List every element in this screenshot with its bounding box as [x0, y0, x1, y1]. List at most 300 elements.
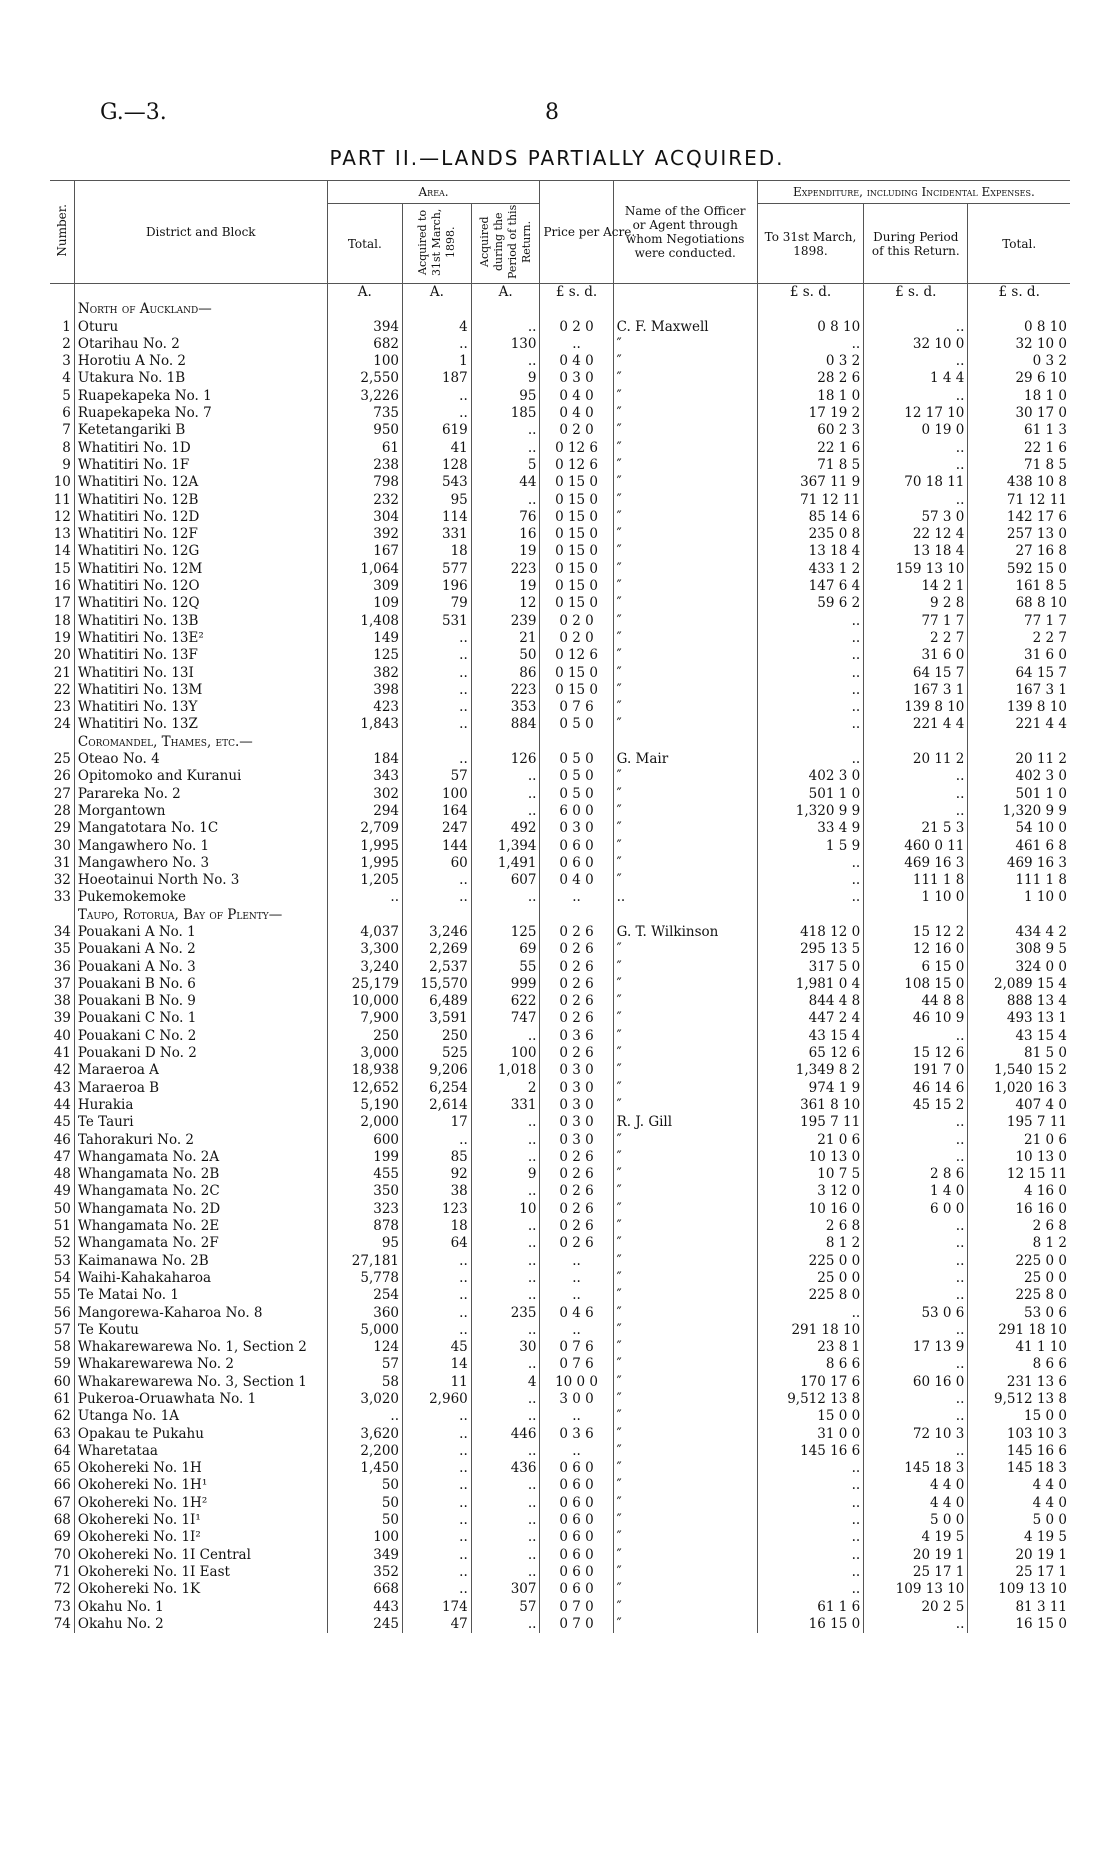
exp-to-march: ..: [757, 1564, 863, 1581]
exp-during: 31 6 0: [864, 647, 968, 664]
area-to-march: 577: [403, 561, 472, 578]
row-number: 17: [50, 595, 74, 612]
row-number: 64: [50, 1443, 74, 1460]
area-total: 2,709: [327, 820, 402, 837]
area-during: ..: [471, 889, 540, 906]
block-name: Whangamata No. 2B: [74, 1166, 327, 1183]
exp-during: 2 8 6: [864, 1166, 968, 1183]
price-per-acre: ..: [540, 889, 613, 906]
unit-acres: A.: [471, 284, 540, 302]
area-during: 100: [471, 1045, 540, 1062]
row-number: 21: [50, 665, 74, 682]
table-row: [50, 526, 1070, 543]
table-row: [50, 1183, 1070, 1200]
exp-total: 434 4 2: [1015, 923, 1067, 940]
price-per-acre: 0 4 0: [540, 405, 613, 422]
officer-name: ″: [613, 1599, 757, 1616]
row-number: 7: [50, 422, 74, 439]
row-number: 27: [50, 786, 74, 803]
exp-total: 30 17 0: [1015, 405, 1067, 422]
exp-to-march: 295 13 5: [757, 941, 863, 958]
exp-to-march: 25 0 0: [757, 1270, 863, 1287]
section-heading-row: [50, 907, 1070, 924]
row-number: 16: [50, 578, 74, 595]
block-name: Pouakani D No. 2: [74, 1045, 327, 1062]
area-during: 50: [471, 647, 540, 664]
price-per-acre: 0 6 0: [540, 1495, 613, 1512]
row-number: 32: [50, 872, 74, 889]
exp-to-march: ..: [757, 1581, 863, 1598]
area-to-march: 174: [403, 1599, 472, 1616]
block-name: Maraeroa A: [74, 1062, 327, 1079]
price-per-acre: 0 6 0: [540, 1581, 613, 1598]
exp-total: 145 16 6: [1006, 1442, 1067, 1459]
exp-to-march: ..: [757, 1460, 863, 1477]
exp-during: 77 1 7: [864, 613, 968, 630]
exp-during: ..: [864, 1149, 968, 1166]
block-name: Whangamata No. 2D: [74, 1201, 327, 1218]
exp-during: ..: [864, 440, 968, 457]
area-during: ..: [471, 1564, 540, 1581]
exp-total: 53 0 6: [1024, 1304, 1067, 1321]
area-to-march: ..: [403, 647, 472, 664]
block-name: Whatitiri No. 13Z: [74, 716, 327, 733]
area-to-march: 114: [403, 509, 472, 526]
row-number: 36: [50, 959, 74, 976]
row-number: 72: [50, 1581, 74, 1598]
unit-acres: A.: [327, 284, 402, 302]
officer-name: ″: [613, 1132, 757, 1149]
area-total: 878: [327, 1218, 402, 1235]
area-during: ..: [471, 768, 540, 785]
price-per-acre: 0 3 0: [540, 370, 613, 387]
area-during: 44: [471, 474, 540, 491]
exp-to-march: 21 0 6: [757, 1132, 863, 1149]
price-per-acre: 0 2 6: [540, 1218, 613, 1235]
price-per-acre: 0 6 0: [540, 1477, 613, 1494]
block-name: Wharetataa: [74, 1443, 327, 1460]
area-to-march: ..: [403, 1512, 472, 1529]
officer-name: ″: [613, 1426, 757, 1443]
price-per-acre: 0 6 0: [540, 855, 613, 872]
table-row: [50, 803, 1070, 820]
price-per-acre: 0 15 0: [540, 595, 613, 612]
row-number: 25: [50, 751, 74, 768]
table-row: [50, 353, 1070, 370]
area-during: 185: [471, 405, 540, 422]
officer-name: ″: [613, 474, 757, 491]
price-per-acre: 0 3 0: [540, 1062, 613, 1079]
table-row: [50, 820, 1070, 837]
area-total: 1,843: [327, 716, 402, 733]
exp-total: 1,020 16 3: [994, 1079, 1067, 1096]
area-to-march: 6,254: [403, 1080, 472, 1097]
area-total: 50: [327, 1477, 402, 1494]
area-to-march: ..: [403, 1253, 472, 1270]
area-to-march: 45: [403, 1339, 472, 1356]
area-during: 223: [471, 561, 540, 578]
area-during: ..: [471, 1132, 540, 1149]
exp-during: 12 17 10: [864, 405, 968, 422]
area-total: 3,020: [327, 1391, 402, 1408]
officer-name: ″: [613, 959, 757, 976]
table-row: [50, 561, 1070, 578]
col-price: Price per Acre.: [540, 181, 613, 284]
exp-total: 4 16 0: [1024, 1183, 1067, 1200]
table-row: [50, 578, 1070, 595]
area-during: 16: [471, 526, 540, 543]
area-to-march: ..: [403, 1426, 472, 1443]
price-per-acre: 0 12 6: [540, 457, 613, 474]
exp-to-march: ..: [757, 1477, 863, 1494]
area-total: 10,000: [327, 993, 402, 1010]
exp-during: 191 7 0: [864, 1062, 968, 1079]
price-per-acre: 0 2 6: [540, 941, 613, 958]
table-row: [50, 1408, 1070, 1425]
exp-total: 308 9 5: [1015, 941, 1067, 958]
area-during: ..: [471, 1028, 540, 1045]
col-number: Number.: [54, 204, 69, 257]
exp-to-march: 145 16 6: [757, 1443, 863, 1460]
area-during: ..: [471, 422, 540, 439]
area-to-march: 123: [403, 1201, 472, 1218]
exp-to-march: ..: [757, 872, 863, 889]
officer-name: ″: [613, 1391, 757, 1408]
exp-total: 31 6 0: [1024, 647, 1067, 664]
table-row: [50, 1339, 1070, 1356]
area-during: 76: [471, 509, 540, 526]
row-number: 12: [50, 509, 74, 526]
area-during: ..: [471, 440, 540, 457]
officer-name: ″: [613, 1218, 757, 1235]
area-total: 12,652: [327, 1080, 402, 1097]
block-name: Pouakani A No. 2: [74, 941, 327, 958]
exp-during: ..: [864, 786, 968, 803]
row-number: 18: [50, 613, 74, 630]
officer-name: ″: [613, 768, 757, 785]
section-title: Coromandel, Thames, etc.—: [74, 734, 327, 751]
block-name: Whatitiri No. 12Q: [74, 595, 327, 612]
exp-during: 25 17 1: [864, 1564, 968, 1581]
price-per-acre: 0 7 0: [540, 1599, 613, 1616]
price-per-acre: 0 3 0: [540, 1080, 613, 1097]
exp-total: 461 6 8: [1015, 837, 1067, 854]
exp-total: 29 6 10: [1015, 370, 1067, 387]
row-number: 54: [50, 1270, 74, 1287]
area-total: 950: [327, 422, 402, 439]
officer-name: ″: [613, 1253, 757, 1270]
area-to-march: 18: [403, 543, 472, 560]
table-row: [50, 924, 1070, 941]
exp-during: 159 13 10: [864, 561, 968, 578]
area-to-march: ..: [403, 682, 472, 699]
exp-total: 111 1 8: [1015, 872, 1067, 889]
area-during: 19: [471, 543, 540, 560]
exp-during: ..: [864, 1270, 968, 1287]
officer-name: ″: [613, 1616, 757, 1633]
area-total: 323: [327, 1201, 402, 1218]
exp-to-march: 10 7 5: [757, 1166, 863, 1183]
price-per-acre: 0 6 0: [540, 1564, 613, 1581]
area-to-march: 196: [403, 578, 472, 595]
exp-to-march: ..: [757, 682, 863, 699]
block-name: Pouakani B No. 6: [74, 976, 327, 993]
block-name: Okohereki No. 1I²: [74, 1529, 327, 1546]
area-total: 443: [327, 1599, 402, 1616]
price-per-acre: ..: [540, 1253, 613, 1270]
area-to-march: ..: [403, 1460, 472, 1477]
exp-total: 888 13 4: [1006, 993, 1067, 1010]
exp-during: ..: [864, 1028, 968, 1045]
block-name: Utakura No. 1B: [74, 370, 327, 387]
table-row: [50, 1322, 1070, 1339]
area-total: 58: [327, 1374, 402, 1391]
area-during: 21: [471, 630, 540, 647]
table-row: [50, 1616, 1070, 1633]
exp-to-march: 8 6 6: [757, 1356, 863, 1373]
row-number: 20: [50, 647, 74, 664]
area-to-march: ..: [403, 665, 472, 682]
section-title: Taupo, Rotorua, Bay of Plenty—: [74, 907, 327, 924]
exp-total: 20 11 2: [1015, 751, 1067, 768]
exp-to-march: ..: [757, 647, 863, 664]
exp-to-march: 59 6 2: [757, 595, 863, 612]
unit-acres: A.: [403, 284, 472, 302]
row-number: 46: [50, 1132, 74, 1149]
exp-during: ..: [864, 1218, 968, 1235]
area-total: 349: [327, 1547, 402, 1564]
exp-to-march: 225 8 0: [757, 1287, 863, 1304]
exp-during: 20 11 2: [864, 751, 968, 768]
area-to-march: 3,246: [403, 924, 472, 941]
price-per-acre: 0 15 0: [540, 474, 613, 491]
officer-name: ″: [613, 941, 757, 958]
block-name: Okahu No. 2: [74, 1616, 327, 1633]
area-total: 5,190: [327, 1097, 402, 1114]
area-to-march: 543: [403, 474, 472, 491]
table-row: [50, 1114, 1070, 1131]
price-per-acre: 0 7 0: [540, 1616, 613, 1633]
area-during: 86: [471, 665, 540, 682]
price-per-acre: 0 6 0: [540, 1529, 613, 1546]
block-name: Whatitiri No. 12B: [74, 492, 327, 509]
area-to-march: ..: [403, 1564, 472, 1581]
area-during: 5: [471, 457, 540, 474]
exp-during: 4 19 5: [864, 1529, 968, 1546]
block-name: Oturu: [74, 319, 327, 336]
table-row: [50, 699, 1070, 716]
price-per-acre: 0 7 6: [540, 1356, 613, 1373]
exp-total: 25 0 0: [1024, 1269, 1067, 1286]
area-to-march: 85: [403, 1149, 472, 1166]
area-total: 250: [327, 1028, 402, 1045]
exp-total: 15 0 0: [1024, 1408, 1067, 1425]
exp-to-march: 3 12 0: [757, 1183, 863, 1200]
officer-name: ″: [613, 1460, 757, 1477]
table-row: [50, 336, 1070, 353]
exp-total: 61 1 3: [1024, 422, 1067, 439]
area-during: ..: [471, 1218, 540, 1235]
table-row: [50, 1426, 1070, 1443]
block-name: Pouakani B No. 9: [74, 993, 327, 1010]
price-per-acre: 0 3 0: [540, 1132, 613, 1149]
table-row: [50, 1581, 1070, 1598]
exp-to-march: 225 0 0: [757, 1253, 863, 1270]
block-name: Whatitiri No. 12G: [74, 543, 327, 560]
area-during: 2: [471, 1080, 540, 1097]
area-during: 10: [471, 1201, 540, 1218]
row-number: 62: [50, 1408, 74, 1425]
officer-name: ″: [613, 1045, 757, 1062]
exp-total: 592 15 0: [1006, 560, 1067, 577]
area-during: ..: [471, 1408, 540, 1425]
area-to-march: ..: [403, 716, 472, 733]
exp-total: 161 8 5: [1015, 578, 1067, 595]
row-number: 59: [50, 1356, 74, 1373]
col-area-to-march: Acquired to 31st March, 1898.: [415, 208, 457, 276]
block-name: Ruapekapeka No. 1: [74, 388, 327, 405]
exp-total: 109 13 10: [998, 1581, 1067, 1598]
area-during: ..: [471, 1391, 540, 1408]
exp-to-march: 18 1 0: [757, 388, 863, 405]
row-number: 2: [50, 336, 74, 353]
area-to-march: 47: [403, 1616, 472, 1633]
block-name: Opitomoko and Kuranui: [74, 768, 327, 785]
exp-during: 4 4 0: [864, 1477, 968, 1494]
area-total: 184: [327, 751, 402, 768]
block-name: Tahorakuri No. 2: [74, 1132, 327, 1149]
table-row: [50, 1080, 1070, 1097]
exp-to-march: 1 5 9: [757, 838, 863, 855]
area-total: 18,938: [327, 1062, 402, 1079]
exp-during: ..: [864, 353, 968, 370]
exp-to-march: 15 0 0: [757, 1408, 863, 1425]
exp-during: 1 4 4: [864, 370, 968, 387]
area-to-march: 100: [403, 786, 472, 803]
area-total: 304: [327, 509, 402, 526]
area-during: 125: [471, 924, 540, 941]
exp-to-march: 17 19 2: [757, 405, 863, 422]
table-row: [50, 855, 1070, 872]
row-number: 6: [50, 405, 74, 422]
price-per-acre: 0 2 6: [540, 1149, 613, 1166]
officer-name: ″: [613, 647, 757, 664]
area-to-march: ..: [403, 872, 472, 889]
table-row: [50, 630, 1070, 647]
price-per-acre: 0 15 0: [540, 543, 613, 560]
exp-during: 20 19 1: [864, 1547, 968, 1564]
exp-total: 0 3 2: [1032, 353, 1067, 370]
area-during: ..: [471, 1547, 540, 1564]
exp-during: 44 8 8: [864, 993, 968, 1010]
area-to-march: ..: [403, 336, 472, 353]
area-total: 149: [327, 630, 402, 647]
price-per-acre: 0 2 0: [540, 613, 613, 630]
area-to-march: ..: [403, 1287, 472, 1304]
exp-to-march: 28 2 6: [757, 370, 863, 387]
price-per-acre: ..: [540, 336, 613, 353]
row-number: 1: [50, 319, 74, 336]
area-to-march: 619: [403, 422, 472, 439]
officer-name: ″: [613, 855, 757, 872]
table-row: [50, 319, 1070, 336]
exp-total: 402 3 0: [1015, 768, 1067, 785]
col-area: Area.: [327, 181, 540, 204]
block-name: Whatitiri No. 1F: [74, 457, 327, 474]
exp-total: 103 10 3: [1006, 1425, 1067, 1442]
col-officer: Name of the Officer or Agent through whom Negotiations were conducted.: [613, 181, 757, 284]
area-during: 235: [471, 1305, 540, 1322]
exp-during: 12 16 0: [864, 941, 968, 958]
area-to-march: 2,960: [403, 1391, 472, 1408]
exp-total: 22 1 6: [1024, 439, 1067, 456]
price-per-acre: 0 7 6: [540, 1339, 613, 1356]
exp-during: ..: [864, 1235, 968, 1252]
table-row: [50, 1028, 1070, 1045]
exp-total: 71 12 11: [1006, 491, 1067, 508]
area-during: ..: [471, 1529, 540, 1546]
exp-total: 81 3 11: [1015, 1598, 1067, 1615]
table-row: [50, 492, 1070, 509]
exp-to-march: 2 6 8: [757, 1218, 863, 1235]
exp-total: 21 0 6: [1024, 1131, 1067, 1148]
table-row: [50, 716, 1070, 733]
price-per-acre: 0 7 6: [540, 699, 613, 716]
price-per-acre: 0 4 0: [540, 353, 613, 370]
officer-name: ″: [613, 1166, 757, 1183]
area-to-march: 95: [403, 492, 472, 509]
officer-name: ″: [613, 1356, 757, 1373]
officer-name: ″: [613, 838, 757, 855]
price-per-acre: 0 3 0: [540, 1114, 613, 1131]
exp-to-march: 235 0 8: [757, 526, 863, 543]
area-total: 3,240: [327, 959, 402, 976]
exp-to-march: 447 2 4: [757, 1010, 863, 1027]
officer-name: ″: [613, 336, 757, 353]
area-to-march: ..: [403, 699, 472, 716]
exp-to-march: ..: [757, 1305, 863, 1322]
block-name: Pukeroa-Oruawhata No. 1: [74, 1391, 327, 1408]
officer-name: ″: [613, 803, 757, 820]
exp-to-march: ..: [757, 889, 863, 906]
table-row: [50, 1391, 1070, 1408]
price-per-acre: 0 2 0: [540, 630, 613, 647]
exp-to-march: 361 8 10: [757, 1097, 863, 1114]
block-name: Whatitiri No. 12O: [74, 578, 327, 595]
table-row: [50, 751, 1070, 768]
exp-to-march: 22 1 6: [757, 440, 863, 457]
officer-name: ″: [613, 405, 757, 422]
officer-name: ″: [613, 613, 757, 630]
exp-during: 64 15 7: [864, 665, 968, 682]
officer-name: ″: [613, 1581, 757, 1598]
exp-total: 142 17 6: [1006, 508, 1067, 525]
exp-to-march: 170 17 6: [757, 1374, 863, 1391]
price-per-acre: ..: [540, 1287, 613, 1304]
officer-name: ″: [613, 1305, 757, 1322]
exp-to-march: 1,349 8 2: [757, 1062, 863, 1079]
exp-total: 43 15 4: [1015, 1027, 1067, 1044]
block-name: Okohereki No. 1K: [74, 1581, 327, 1598]
exp-total: 41 1 10: [1015, 1339, 1067, 1356]
price-per-acre: 0 2 0: [540, 319, 613, 336]
area-during: 30: [471, 1339, 540, 1356]
row-number: 66: [50, 1477, 74, 1494]
exp-to-march: 195 7 11: [757, 1114, 863, 1131]
exp-total: 139 8 10: [1006, 699, 1067, 716]
area-during: 95: [471, 388, 540, 405]
row-number: 50: [50, 1201, 74, 1218]
